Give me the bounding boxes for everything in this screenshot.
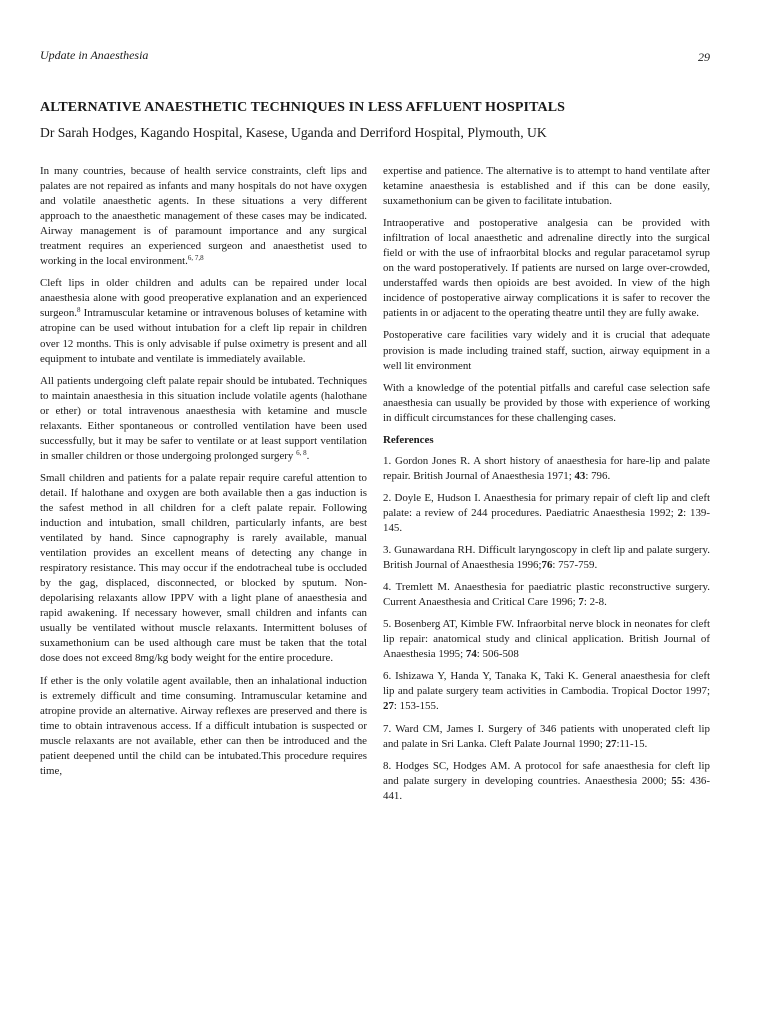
article-byline: Dr Sarah Hodges, Kagando Hospital, Kasese, Uganda and Derriford Hospital, Plymouth, UK xyxy=(40,125,547,140)
paragraph: Intraoperative and postoperative analgesia can be provided with infiltration of local anaesthetic and adrenaline directly into the surgical field or with the use of infraorbital blocks and regular paracetamol syrup on the ward postoperatively. If patients are nursed on large over-crowded, understaffed wards then opioids are best avoided. In view of the high incidence of postoperative airway complications it is safer to recover the patients in or adjacent to the operating theatre until they are fully awake. xyxy=(383,217,710,320)
paragraph: expertise and patience. The alternative is to attempt to hand ventilate after ketamine anaesthesia is established and if this can be done easily, suxamethonium can be given to facilitate intubation. xyxy=(383,165,710,208)
running-head: Update in Anaesthesia xyxy=(40,48,149,62)
reference-item: 8. Hodges SC, Hodges AM. A protocol for safe anaesthesia for cleft lip and palate surgery in developing countries. Anaesthesia 2000; 55: 436-441. xyxy=(383,759,710,802)
paragraph: In many countries, because of health service constraints, cleft lips and palates are not repaired as infants and many hospitals do not have oxygen and volatile anaesthetic agents. In these situations a very different approach to the anaesthetic management of these cases may be indicated. Airway management is of paramount importance and any surgical treatment requires an experienced surgeon and anaesthetist used to working in the local environment.$^{6, 7,8}$ xyxy=(40,165,367,268)
reference-item: 6. Ishizawa Y, Handa Y, Tanaka K, Taki K. General anaesthesia for cleft lip and palate surgery team activities in Cambodia. Tropical Doctor 1997; 27: 153-155. xyxy=(383,670,710,713)
article-title: ALTERNATIVE ANAESTHETIC TECHNIQUES IN LESS AFFLUENT HOSPITALS xyxy=(40,100,566,115)
left-column xyxy=(40,164,367,786)
reference-item: 3. Gunawardana RH. Difficult laryngoscopy in cleft lip and palate surgery. British Journal of Anaesthesia 1996;76: 757-759. xyxy=(383,544,710,572)
paragraph: With a knowledge of the potential pitfalls and careful case selection safe anaesthesia can usually be provided by those with experience of working in difficult circumstances for these challenging cases. xyxy=(383,381,710,424)
citation: 6, 8 xyxy=(296,448,307,457)
right-column xyxy=(383,164,710,811)
reference-item: 5. Bosenberg AT, Kimble FW. Infraorbital nerve block in neonates for cleft lip repair: anatomical study and clinical application. British Journal of Anaesthesia 1995; 74: 506-508 xyxy=(383,618,710,661)
reference-list xyxy=(383,454,710,804)
citation: 6, 7,8 xyxy=(187,254,204,263)
reference-item: 1. Gordon Jones R. A short history of anaesthesia for hare-lip and palate repair. British Journal of Anaesthesia 1971; 43: 796. xyxy=(383,454,710,482)
page-number: 29 xyxy=(698,50,710,64)
reference-item: 7. Ward CM, James I. Surgery of 346 patients with unoperated cleft lip and palate in Sri Lanka. Cleft Palate Journal 1990; 27:11-15. xyxy=(383,722,710,750)
paragraph: If ether is the only volatile agent available, then an inhalational induction is extremely difficult and time consuming. Intramuscular ketamine and atropine provide an alternative. Airway reflexes are preserved and there is time to obtain intravenous access. If a difficult intubation is suspected or muscle relaxants are not available, ether can then be introduced and the patient deepened until the child can be intubated.This procedure requires time, xyxy=(40,674,367,777)
paragraph: Postoperative care facilities vary widely and it is crucial that adequate provision is made including trained staff, suction, airway equipment in a well lit environment xyxy=(383,329,710,372)
paragraph: Small children and patients for a palate repair require careful attention to detail. If halothane and oxygen are both available then a gas induction is the safest method in all children for a cleft palate repair. Following induction and intubation, small children, particularly infants, are best ventilated by hand. Since capnography is rarely available, manual ventilation provides an excellent means of detecting any change in respiratory resistance. This may occur if the endotracheal tube is occluded by the gag, displaced, disconnected, or blocked by sputum. Non-depolarising relaxants allow IPPV with a light plane of anaesthesia and rapid awakening. If necessary however, small children and infants can usually be ventilated without muscle relaxants. Intermittent boluses of suxamethonium can be used although care must be taken that the total dose does not exceed 8mg/kg body weight for the entire procedure. xyxy=(40,471,367,665)
paragraph: Cleft lips in older children and adults can be repaired under local anaesthesia alone with good preoperative explanation and an experienced surgeon.$^8$ Intramuscular ketamine or intravenous boluses of ketamine with atropine can be used without intubation for a cleft lip repair in children over 12 months. This is only advisable if pulse oximetry is present and all equipment to intubate and ventilate is immediately available. xyxy=(40,277,367,365)
reference-item: 2. Doyle E, Hudson I. Anaesthesia for primary repair of cleft lip and cleft palate: a review of 244 procedures. Paediatric Anaesthesia 1992; 2: 139-145. xyxy=(383,491,710,534)
citation: 8 xyxy=(77,306,81,315)
references-heading: References xyxy=(383,433,434,446)
paragraph: All patients undergoing cleft palate repair should be intubated. Techniques to maintain anaesthesia in this situation include volatile agents (halothane or ether) or total intravenous anaesthesia with ketamine and muscle relaxants. Either spontaneous or controlled ventilation have been used successfully, but it may be safer to ventilate or at least support ventilation in smaller children or those undergoing prolonged surgery $^{6, 8}$. xyxy=(40,374,367,462)
reference-item: 4. Tremlett M. Anaesthesia for paediatric plastic reconstructive surgery. Current Anaesthesia and Critical Care 1996; 7: 2-8. xyxy=(383,581,710,609)
